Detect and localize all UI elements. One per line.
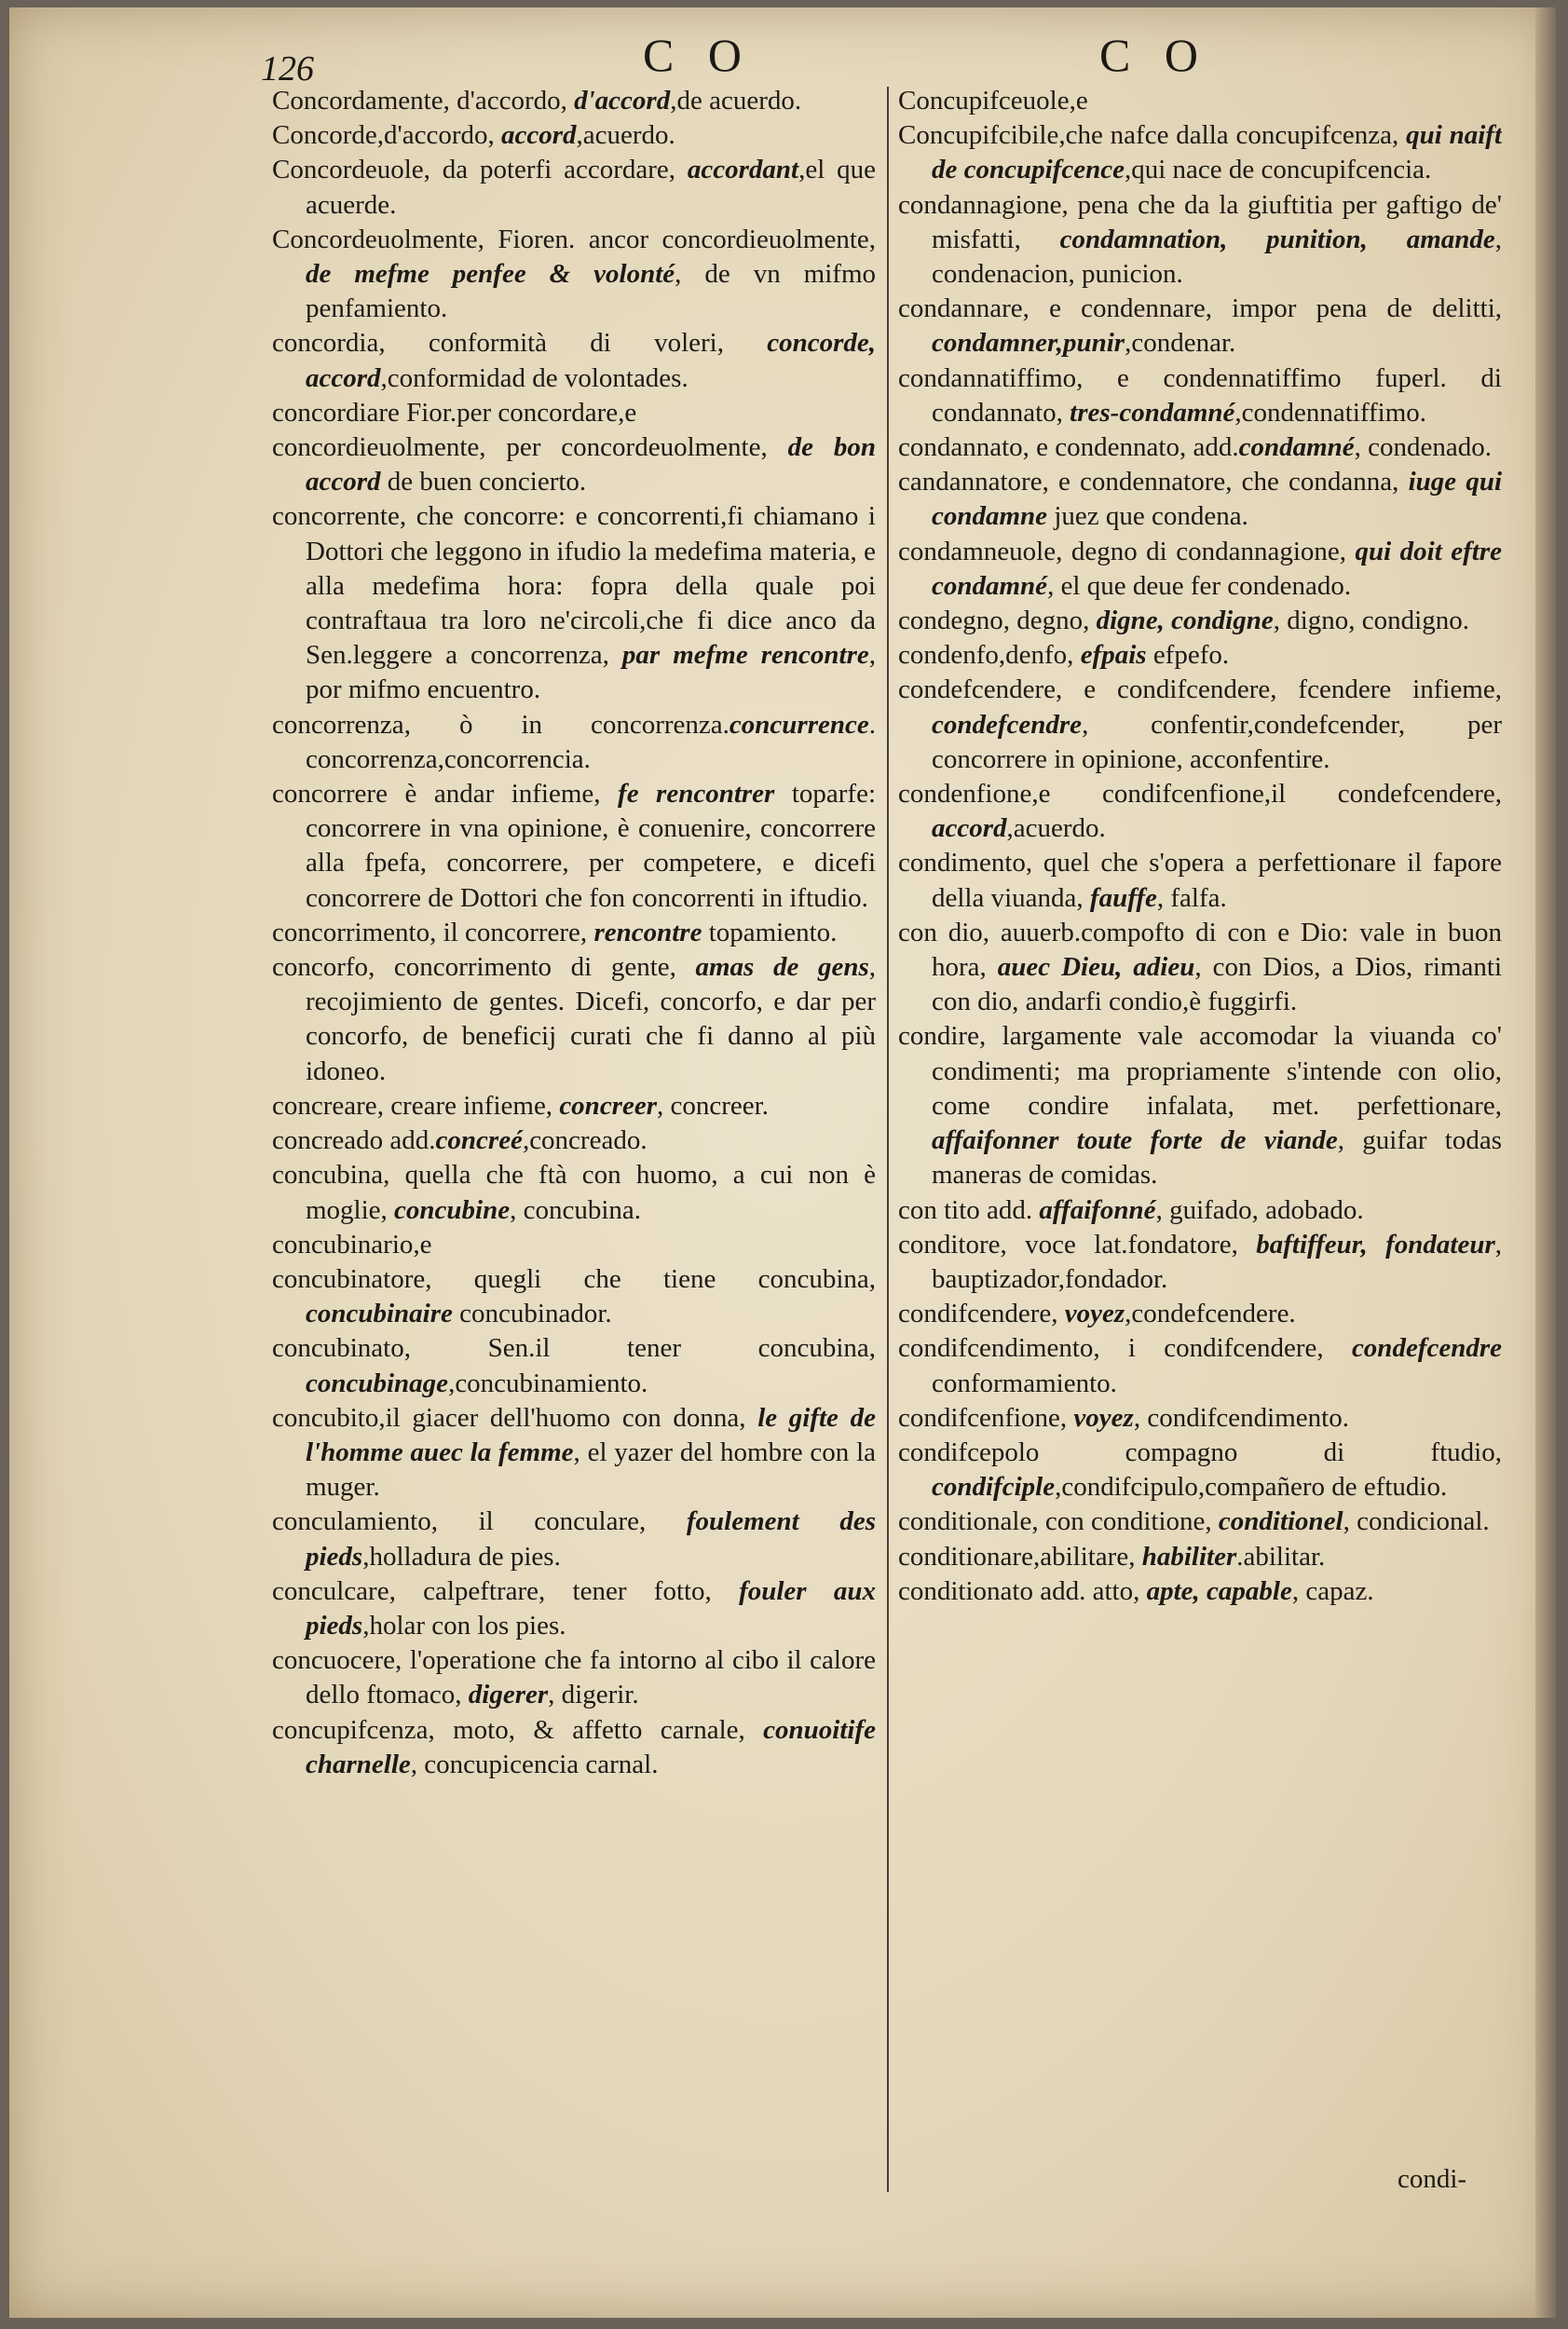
definition: ,d'accordo,	[376, 120, 501, 151]
dictionary-entry	[898, 604, 1502, 638]
spanish-equivalent: , de vn mifmo penfamiento.	[306, 259, 876, 324]
definition: , ò in concorrenza.	[403, 709, 729, 740]
dictionary-entry	[272, 396, 876, 430]
definition: , per concordeuolmente,	[479, 432, 788, 463]
dictionary-entry	[272, 1158, 876, 1227]
dictionary-entry	[272, 223, 876, 327]
dictionary-entry	[898, 292, 1502, 361]
definition: , e condennato, add.	[1022, 432, 1239, 463]
spanish-equivalent: , condifcendimento.	[1133, 1402, 1349, 1433]
definition: , degno di condannagione,	[1056, 536, 1356, 566]
french-equivalent: amas de gens	[695, 952, 869, 983]
headword: condenfione	[898, 779, 1032, 810]
spanish-equivalent: , el que deue fer condenado.	[1047, 570, 1352, 601]
dictionary-entry	[898, 84, 1502, 118]
french-equivalent: concorde, accord	[306, 328, 876, 393]
dictionary-entry	[272, 916, 876, 950]
dictionary-entry	[898, 1193, 1502, 1228]
french-equivalent: fouler aux pieds	[306, 1575, 876, 1641]
definition: ,e	[413, 1229, 432, 1260]
headword: condenfo	[898, 640, 999, 671]
spanish-equivalent: , guifado, adobado.	[1155, 1194, 1364, 1225]
headword: condefcendere	[898, 674, 1057, 705]
french-equivalent: de bon accord	[306, 432, 876, 497]
french-equivalent: rencontre	[593, 917, 702, 947]
dictionary-entry	[898, 673, 1502, 777]
definition: , degno,	[1002, 606, 1097, 636]
dictionary-entry	[898, 1436, 1502, 1505]
definition: , quel che s'opera a perfettionare il fapore della viuanda,	[932, 848, 1502, 913]
french-equivalent: accord	[932, 813, 1007, 844]
spanish-equivalent: concubinador.	[452, 1299, 612, 1329]
headword: concubina	[272, 1160, 384, 1191]
french-equivalent: voyez	[1073, 1402, 1134, 1433]
dictionary-entry	[898, 1401, 1502, 1436]
french-equivalent: digerer	[468, 1680, 549, 1710]
dictionary-entry	[898, 1574, 1502, 1609]
dictionary-entry	[272, 326, 876, 395]
headword: concorrimento	[272, 917, 430, 947]
definition: , calpeftrare, tener fotto,	[389, 1575, 740, 1606]
spanish-equivalent: ,qui nace de concupifcencia.	[1124, 155, 1432, 185]
headword: candannatore	[898, 467, 1043, 497]
dictionary-entry	[898, 1228, 1502, 1297]
spanish-equivalent: ,el que acuerde.	[306, 155, 876, 220]
definition: , concorrimento di gente,	[368, 952, 696, 983]
definition: , creare infieme,	[376, 1090, 560, 1121]
dictionary-entry	[898, 1540, 1502, 1574]
definition: , il conculare,	[430, 1506, 687, 1537]
spanish-equivalent: , el yazer del hombre con la muger.	[306, 1437, 876, 1503]
headword: conditionato	[898, 1575, 1033, 1606]
french-equivalent: condefcendre	[1351, 1333, 1502, 1364]
spanish-equivalent: efpefo.	[1146, 640, 1230, 671]
headword: Concordeuole	[272, 155, 424, 185]
headword: conculamiento	[272, 1506, 431, 1537]
headword: condamneuole	[898, 536, 1057, 566]
headword: condire	[898, 1021, 979, 1052]
spanish-equivalent: ,acuerdo.	[1006, 813, 1106, 844]
dictionary-entry	[898, 430, 1502, 465]
definition: , i condifcendere,	[1093, 1333, 1352, 1364]
french-equivalent: efpais	[1080, 640, 1147, 671]
spanish-equivalent: toparfe: concorrere in vna opinione, è conuenire, concorrere alla fpefa, concorrere, per competere, e dicefi concorrere de Dottori che fon concorrenti in iftudio.	[306, 779, 876, 913]
spanish-equivalent: ,de acuerdo.	[670, 86, 802, 116]
french-equivalent: voyez	[1064, 1299, 1125, 1329]
definition: ,denfo,	[998, 640, 1081, 671]
definition: , quella che ftà con huomo, a cui non è moglie,	[306, 1160, 876, 1225]
definition: , pena che da la giuftitia per gaftigo de' misfatti,	[932, 189, 1502, 254]
headword: concordiare	[272, 397, 400, 428]
definition: Fior.per concordare,e	[399, 397, 637, 428]
definition: , moto, & affetto carnale,	[428, 1714, 764, 1745]
definition: ,che nafce dalla concupifcenza,	[1058, 120, 1407, 151]
french-equivalent: auec Dieu, adieu	[997, 952, 1195, 983]
french-equivalent: concubine	[394, 1194, 511, 1225]
definition: , Fioren. ancor concordieuolmente,	[477, 224, 876, 254]
spanish-equivalent: , condicional.	[1343, 1506, 1490, 1537]
headword: Concordeuolmente	[272, 224, 478, 254]
headword: condannare	[898, 293, 1023, 324]
headword: concupifcenza	[272, 1714, 429, 1745]
spanish-equivalent: , por mifmo encuentro.	[306, 640, 876, 705]
headword: concubinato	[272, 1333, 404, 1364]
dictionary-entry	[898, 535, 1502, 604]
french-equivalent: condefcendre	[932, 709, 1083, 740]
spanish-equivalent: ,condennatiffimo.	[1234, 397, 1427, 428]
definition: , Sen.il tener concubina,	[403, 1333, 876, 1364]
french-equivalent: condifciple	[932, 1472, 1056, 1503]
headword: concreado	[272, 1125, 384, 1156]
definition: ,il giacer dell'huomo con donna,	[378, 1402, 758, 1433]
headword: conculcare	[272, 1575, 389, 1606]
definition: ,e	[1069, 86, 1088, 116]
definition: , quegli che tiene concubina,	[425, 1263, 876, 1294]
left-running-head: C O	[643, 29, 753, 81]
french-equivalent: accordant	[687, 155, 799, 185]
french-equivalent: par mefme rencontre	[621, 640, 869, 671]
page-edge-shadow	[1535, 7, 1556, 2318]
spanish-equivalent: , capaz.	[1291, 1575, 1374, 1606]
headword: con dio	[898, 917, 983, 947]
dictionary-entry	[272, 708, 876, 777]
dictionary-entry	[272, 1262, 876, 1331]
headword: condannato	[898, 432, 1023, 463]
french-equivalent: fauffe	[1089, 882, 1157, 913]
headword: concubito	[272, 1402, 379, 1433]
headword: con tito	[898, 1194, 980, 1225]
right-column	[898, 84, 1502, 2217]
definition: , il concorrere,	[429, 917, 594, 947]
definition: add. atto,	[1032, 1575, 1147, 1606]
french-equivalent: d'accord	[574, 86, 671, 116]
dictionary-entry	[272, 499, 876, 707]
definition: , l'operatione che fa intorno al cibo il calore dello ftomaco,	[306, 1645, 876, 1710]
spanish-equivalent: ,holar con los pies.	[362, 1610, 566, 1641]
definition: , e condifcendere, fcendere infieme,	[1056, 674, 1502, 705]
headword: conditionare	[898, 1541, 1033, 1572]
dictionary-entry	[898, 188, 1502, 293]
french-equivalent: qui naift de concupifcence	[932, 120, 1502, 185]
definition: , conformità di voleri,	[378, 328, 768, 359]
french-equivalent: condamné	[1238, 432, 1355, 463]
headword: concordia	[272, 328, 379, 359]
french-equivalent: concubinaire	[306, 1299, 453, 1329]
dictionary-entry	[898, 1331, 1502, 1400]
headword: Concorde	[272, 120, 377, 151]
spanish-equivalent: , condenado.	[1354, 432, 1493, 463]
spanish-equivalent: , concupicencia carnal.	[410, 1749, 659, 1779]
definition: , e condennatore, che condanna,	[1042, 467, 1409, 497]
french-equivalent: fe rencontrer	[618, 779, 775, 810]
dictionary-entry	[272, 1089, 876, 1124]
definition: , con conditione,	[1031, 1506, 1219, 1537]
headword: concordieuolmente	[272, 432, 480, 463]
dictionary-entry	[272, 1124, 876, 1158]
dictionary-entry	[272, 1331, 876, 1400]
definition: ,e condifcenfione,il condefcendere,	[1031, 779, 1502, 810]
spanish-equivalent: , concubina.	[510, 1194, 642, 1225]
column-divider	[887, 87, 889, 2192]
headword: condifcenfione	[898, 1402, 1060, 1433]
spanish-equivalent: ,condifcipulo,compañero de eftudio.	[1055, 1472, 1448, 1503]
dictionary-entry	[898, 638, 1502, 673]
spanish-equivalent: .abilitar.	[1236, 1541, 1326, 1572]
spanish-equivalent: ,holladura de pies.	[362, 1541, 561, 1572]
spanish-equivalent: topamiento.	[702, 917, 838, 947]
page-number: 126	[261, 49, 314, 89]
spanish-equivalent: conformamiento.	[932, 1368, 1117, 1398]
spanish-equivalent: de buen concierto.	[380, 467, 587, 497]
dictionary-entry	[898, 118, 1502, 187]
spanish-equivalent: ,condefcendere.	[1125, 1299, 1296, 1329]
spanish-equivalent: ,condenar.	[1125, 328, 1236, 359]
headword: concubinario	[272, 1229, 414, 1260]
headword: concorrere	[272, 779, 388, 810]
definition: ,	[1051, 1299, 1065, 1329]
spanish-equivalent: , condenacion, punicion.	[932, 224, 1502, 290]
left-column	[272, 84, 876, 2180]
headword: concubinatore	[272, 1263, 426, 1294]
french-equivalent: condamnation, punition, amande	[1059, 224, 1495, 254]
french-equivalent: foulement des pieds	[306, 1506, 876, 1572]
headword: concorrente	[272, 501, 400, 532]
definition: , largamente vale accomodar la viuanda co' condimenti; ma propriamente s'intende con olio, come condire infalata, met. perfettionare,	[932, 1021, 1502, 1121]
french-equivalent: concubinage	[306, 1368, 449, 1398]
french-equivalent: habiliter	[1141, 1541, 1237, 1572]
dictionary-entry	[898, 777, 1502, 846]
dictionary-page	[9, 7, 1556, 2318]
headword: Concupifcibile	[898, 120, 1059, 151]
headword: concorfo	[272, 952, 369, 983]
french-equivalent: iuge qui condamne	[932, 467, 1502, 532]
french-equivalent: condamner,punir	[932, 328, 1125, 359]
definition: , da poterfi accordare,	[423, 155, 688, 185]
spanish-equivalent: ,concreado.	[522, 1125, 648, 1156]
spanish-equivalent: , falfa.	[1156, 882, 1227, 913]
definition: , che concorre: e concorrenti,fi chiamano i Dottori che leggono in ifudio la medefima materia, e alla medefima hora: fopra della quale poi contraftaua tra loro ne'circoli,che fi dice anco da Sen.leggere a concorrenza,	[306, 501, 876, 671]
french-equivalent: conditionel	[1218, 1506, 1343, 1537]
dictionary-entry	[898, 465, 1502, 534]
dictionary-entry	[272, 1643, 876, 1712]
headword: concorrenza	[272, 709, 404, 740]
headword: condifcepolo	[898, 1437, 1040, 1467]
french-equivalent: affaifonné	[1039, 1194, 1156, 1225]
french-equivalent: de mefme penfee & volonté	[306, 259, 675, 290]
dictionary-entry	[272, 950, 876, 1089]
page-header	[9, 28, 1556, 89]
french-equivalent: apte, capable	[1146, 1575, 1292, 1606]
dictionary-entry	[272, 84, 876, 118]
headword: Concordamente	[272, 86, 443, 116]
dictionary-entry	[272, 1505, 876, 1573]
french-equivalent: le gifte de l'homme auec la femme	[306, 1402, 876, 1467]
definition: è andar infieme,	[387, 779, 619, 810]
spanish-equivalent: . concorrenza,concorrencia.	[306, 709, 876, 774]
french-equivalent: concurrence	[729, 709, 869, 740]
spanish-equivalent: ,concubinamiento.	[448, 1368, 648, 1398]
french-equivalent: concreé	[435, 1125, 523, 1156]
dictionary-entry	[272, 153, 876, 222]
definition: ,abilitare,	[1032, 1541, 1142, 1572]
dictionary-entry	[272, 1401, 876, 1505]
headword: conditore	[898, 1229, 1001, 1260]
definition: compagno di ftudio,	[1039, 1437, 1502, 1467]
dictionary-entry	[272, 777, 876, 916]
definition: , e condennatiffimo fuperl. di condannato,	[932, 362, 1502, 428]
dictionary-entry	[898, 361, 1502, 430]
french-equivalent: baftiffeur, fondateur	[1256, 1229, 1495, 1260]
french-equivalent: concreer	[559, 1090, 657, 1121]
dictionary-entry	[272, 1228, 876, 1262]
spanish-equivalent: , concreer.	[657, 1090, 769, 1121]
spanish-equivalent: , digno, condigno.	[1273, 606, 1469, 636]
definition: ,	[1059, 1402, 1074, 1433]
headword: condifcendimento	[898, 1333, 1094, 1364]
dictionary-entry	[898, 916, 1502, 1020]
headword: Concupifceuole	[898, 86, 1070, 116]
spanish-equivalent: juez que condena.	[1047, 501, 1248, 532]
definition: add.	[383, 1125, 436, 1156]
spanish-equivalent: , confentir,condefcender, per concorrere in opinione, acconfentire.	[932, 709, 1502, 774]
right-running-head: C O	[1099, 29, 1209, 81]
headword: concuocere	[272, 1645, 396, 1676]
dictionary-entry	[898, 1297, 1502, 1331]
headword: concreare	[272, 1090, 377, 1121]
spanish-equivalent: , digerir.	[548, 1680, 639, 1710]
headword: condannatiffimo	[898, 362, 1077, 393]
definition: , d'accordo,	[443, 86, 575, 116]
french-equivalent: affaifonner toute forte de viande	[932, 1125, 1338, 1156]
french-equivalent: digne, condigne	[1096, 606, 1274, 636]
french-equivalent: accord	[501, 120, 577, 151]
dictionary-entry	[272, 1713, 876, 1782]
dictionary-entry	[272, 118, 876, 153]
spanish-equivalent: , recojimiento de gentes. Dicefi, concorfo, e dar per concorfo, de beneficij curati che fi danno al più idoneo.	[306, 952, 876, 1086]
headword: condegno	[898, 606, 1003, 636]
headword: condifcendere	[898, 1299, 1052, 1329]
dictionary-entry	[898, 1505, 1502, 1539]
french-equivalent: qui doit eftre condamné	[932, 536, 1502, 601]
spanish-equivalent: , bauptizador,fondador.	[932, 1229, 1502, 1294]
dictionary-entry	[898, 1019, 1502, 1192]
french-equivalent: tres-condamné	[1070, 397, 1235, 428]
spanish-equivalent: , con Dios, a Dios, rimanti con dio, andarfi condio,è fuggirfi.	[932, 952, 1502, 1017]
catchword: condi-	[1398, 2164, 1467, 2194]
dictionary-entry	[272, 1574, 876, 1643]
french-equivalent: conuoitife charnelle	[306, 1714, 876, 1779]
dictionary-entry	[898, 846, 1502, 915]
headword: condimento	[898, 848, 1026, 878]
definition: , e condennare, impor pena de delitti,	[1022, 293, 1502, 324]
headword: conditionale	[898, 1506, 1032, 1537]
headword: condannagione	[898, 189, 1062, 220]
dictionary-entry	[272, 430, 876, 499]
definition: add.	[979, 1194, 1040, 1225]
spanish-equivalent: , guifar todas maneras de comidas.	[932, 1125, 1502, 1191]
definition: , voce lat.fondatore,	[1000, 1229, 1257, 1260]
spanish-equivalent: ,conformidad de volontades.	[380, 362, 689, 393]
definition: , auuerb.compofto di con e Dio: vale in buon hora,	[932, 917, 1502, 983]
spanish-equivalent: ,acuerdo.	[576, 120, 675, 151]
